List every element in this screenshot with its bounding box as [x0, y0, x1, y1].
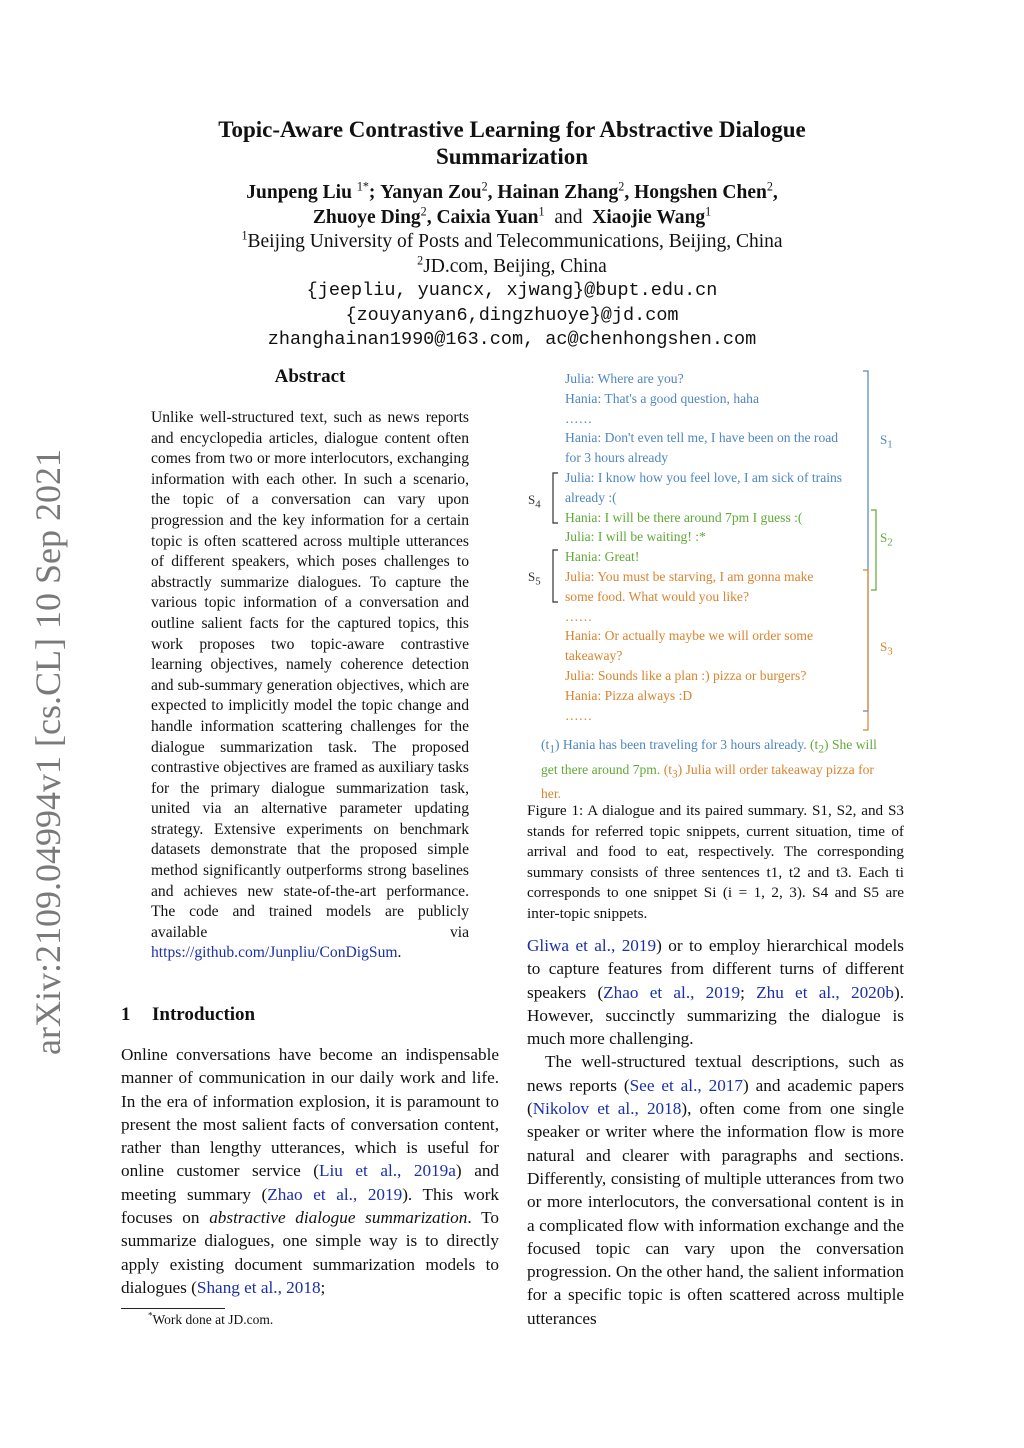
- figure-summary: $(t_1)$ Hania has been traveling for 3 hours already. $(t_2)$ She will get there around 7pm. $(t_3)$ Julia will order takeaway pizza for her.: [541, 737, 877, 802]
- s2-bracket: [871, 510, 876, 590]
- s3-bracket: [863, 570, 868, 730]
- dialogue-line: Hania: I will be there around 7pm I guess :(: [565, 509, 803, 525]
- citation-link[interactable]: Liu et al., 2019a: [319, 1161, 456, 1181]
- figure-caption: Figure 1: A dialogue and its paired summary. S1, S2, and S3 stands for referred topic snippets, current situation, time of arrival and food to eat, respectively. The corresponding summary consists of three sentences t1, t2 and t3. Each ti corresponds to one snippet Si (i = 1, 2, 3). S4 and S5 are inter-topic snippets.: [527, 802, 904, 922]
- dialogue-line: ……: [565, 707, 593, 723]
- dialogue-line: Julia: Where are you?: [565, 371, 684, 386]
- label-s1: $S_1$: [880, 432, 893, 451]
- footnote: *Work done at JD.com.: [148, 1310, 274, 1327]
- s1-bracket: [863, 371, 868, 711]
- abstract-body: Unlike well-structured text, such as news reports and encyclopedia articles, dialogue content often comes from two or more interlocutors, exchanging information with each other. In such a scenario, the topic of a conversation can vary upon progression and the key information for a certain topic is often scattered across multiple utterances of different speakers, which poses challenges to abstractly summarize dialogues. To capture the various topic information of a conversation and outline salient facts for the captured topics, this work proposes two topic-aware contrastive learning objectives, namely coherence detection and sub-summary generation objectives, which are expected to implicitly model the topic change and handle information scattering challenges for the dialogue summarization task. The proposed contrastive objectives are framed as auxiliary tasks for the primary dialogue summarization task, united via an alternative parameter updating strategy. Extensive experiments on benchmark datasets demonstrate that the proposed simple method significantly outperforms strong baselines and achieves new state-of-the-art performance. The code and trained models are publicly available via https://github.com/Junpliu/ConDigSum.: [151, 409, 469, 962]
- dialogue-line: takeaway?: [565, 648, 623, 664]
- author-block: [150, 181, 874, 353]
- email-3: zhanghainan1990@163.com, ac@chenhongshen.com: [267, 329, 757, 350]
- dialogue-line: Hania: That's a good question, haha: [565, 390, 759, 406]
- citation-link[interactable]: Zhu et al., 2020b: [756, 982, 894, 1002]
- paper-title: Topic-Aware Contrastive Learning for Abstractive Dialogue Summarization: [218, 117, 806, 169]
- label-s3: $S_3$: [880, 639, 893, 658]
- citation-link[interactable]: See et al., 2017: [629, 1075, 743, 1095]
- citation-link[interactable]: Nikolov et al., 2018: [532, 1099, 682, 1119]
- label-s5: $S_5$: [528, 569, 541, 588]
- dialogue-line: ……: [565, 410, 593, 426]
- dialogue-line: Julia: You must be starving, I am gonna make: [565, 568, 814, 584]
- dialogue-line: Julia: Sounds like a plan :) pizza or burgers?: [565, 667, 807, 683]
- label-s4: $S_4$: [528, 492, 541, 511]
- arxiv-identifier: arXiv:2109.04994v1 [cs.CL] 10 Sep 2021: [28, 449, 68, 1055]
- dialogue-line: Hania: Don't even tell me, I have been on the road: [565, 430, 839, 446]
- dialogue-line: Julia: I know how you feel love, I am sick of trains: [565, 469, 843, 485]
- dialogue-line: ……: [565, 608, 593, 624]
- right-column-text: Gliwa et al., 2019) or to employ hierarchical models to capture features from different turns of different speakers (Zhao et al., 2019; Zhu et al., 2020b). However, succinctly summarizing the dialogue is much more challenging. The well-structured textual descriptions, such as news reports (See et al., 2017) and academic papers (Nikolov et al., 2018), often come from one single speaker or writer where the information flow is more natural and clearer with paragraphs and sections. Differently, consisting of multiple utterances from two or more interlocutors, the conversational content is in a complicated flow with information exchange and the focused topic can vary upon the conversation progression. On the other hand, the salient information for a specific topic is often scattered across multiple utterances: [527, 936, 905, 1328]
- dialogue-line: Hania: Great!: [565, 549, 640, 565]
- s4-bracket: [553, 473, 558, 523]
- footnote-rule: [121, 1308, 225, 1309]
- code-link[interactable]: https://github.com/Junpliu/ConDigSum: [151, 944, 398, 962]
- affiliation-2: $^2$JD.com, Beijing, China: [417, 253, 607, 277]
- s5-bracket: [553, 550, 558, 602]
- abstract-heading: Abstract: [274, 366, 346, 387]
- citation-link[interactable]: Zhao et al., 2019: [603, 982, 741, 1002]
- citation-link[interactable]: Gliwa et al., 2019: [527, 936, 657, 955]
- email-2: {zouyanyan6,dingzhuoye}@jd.com: [345, 304, 679, 326]
- citation-link[interactable]: Shang et al., 2018: [196, 1277, 321, 1297]
- citation-link[interactable]: Zhao et al., 2019: [267, 1184, 403, 1204]
- dialogue-line: Hania: Or actually maybe we will order some: [565, 628, 813, 644]
- dialogue-line: some food. What would you like?: [565, 588, 749, 604]
- affiliation-1: $^1$Beijing University of Posts and Telecommunications, Beijing, China: [241, 228, 783, 252]
- dialogue-line: Julia: I will be waiting! :*: [565, 529, 706, 545]
- introduction-paragraph: Online conversations have become an indispensable manner of communication in our daily work and life. In the era of information explosion, it is paramount to present the most salient facts of conversation content, rather than lengthy utterances, which is useful for online customer service (Liu et al., 2019a) and meeting summary (Zhao et al., 2019). This work focuses on abstractive dialogue summarization. To summarize dialogues, one simple way is to directly apply existing document summarization models to dialogues (Shang et al., 2018;: [121, 1045, 500, 1297]
- section-heading-introduction: 1 Introduction: [121, 1004, 256, 1025]
- author-line-2: Zhuoye Ding$^2$, Caixia Yuan$^1$ and Xiaojie Wang$^1$: [312, 204, 712, 228]
- author-line-1: Junpeng Liu $^{1*}$; Yanyan Zou$^2$, Hainan Zhang$^2$, Hongshen Chen$^2$,: [246, 179, 778, 203]
- label-s2: $S_2$: [880, 530, 893, 549]
- snippet-brackets: [520, 365, 900, 735]
- dialogue-line: for 3 hours already: [565, 450, 669, 466]
- email-1: {jeepliu, yuancx, xjwang}@bupt.edu.cn: [306, 280, 718, 301]
- dialogue-line: already :(: [565, 489, 617, 505]
- dialogue-line: Hania: Pizza always :D: [565, 687, 693, 703]
